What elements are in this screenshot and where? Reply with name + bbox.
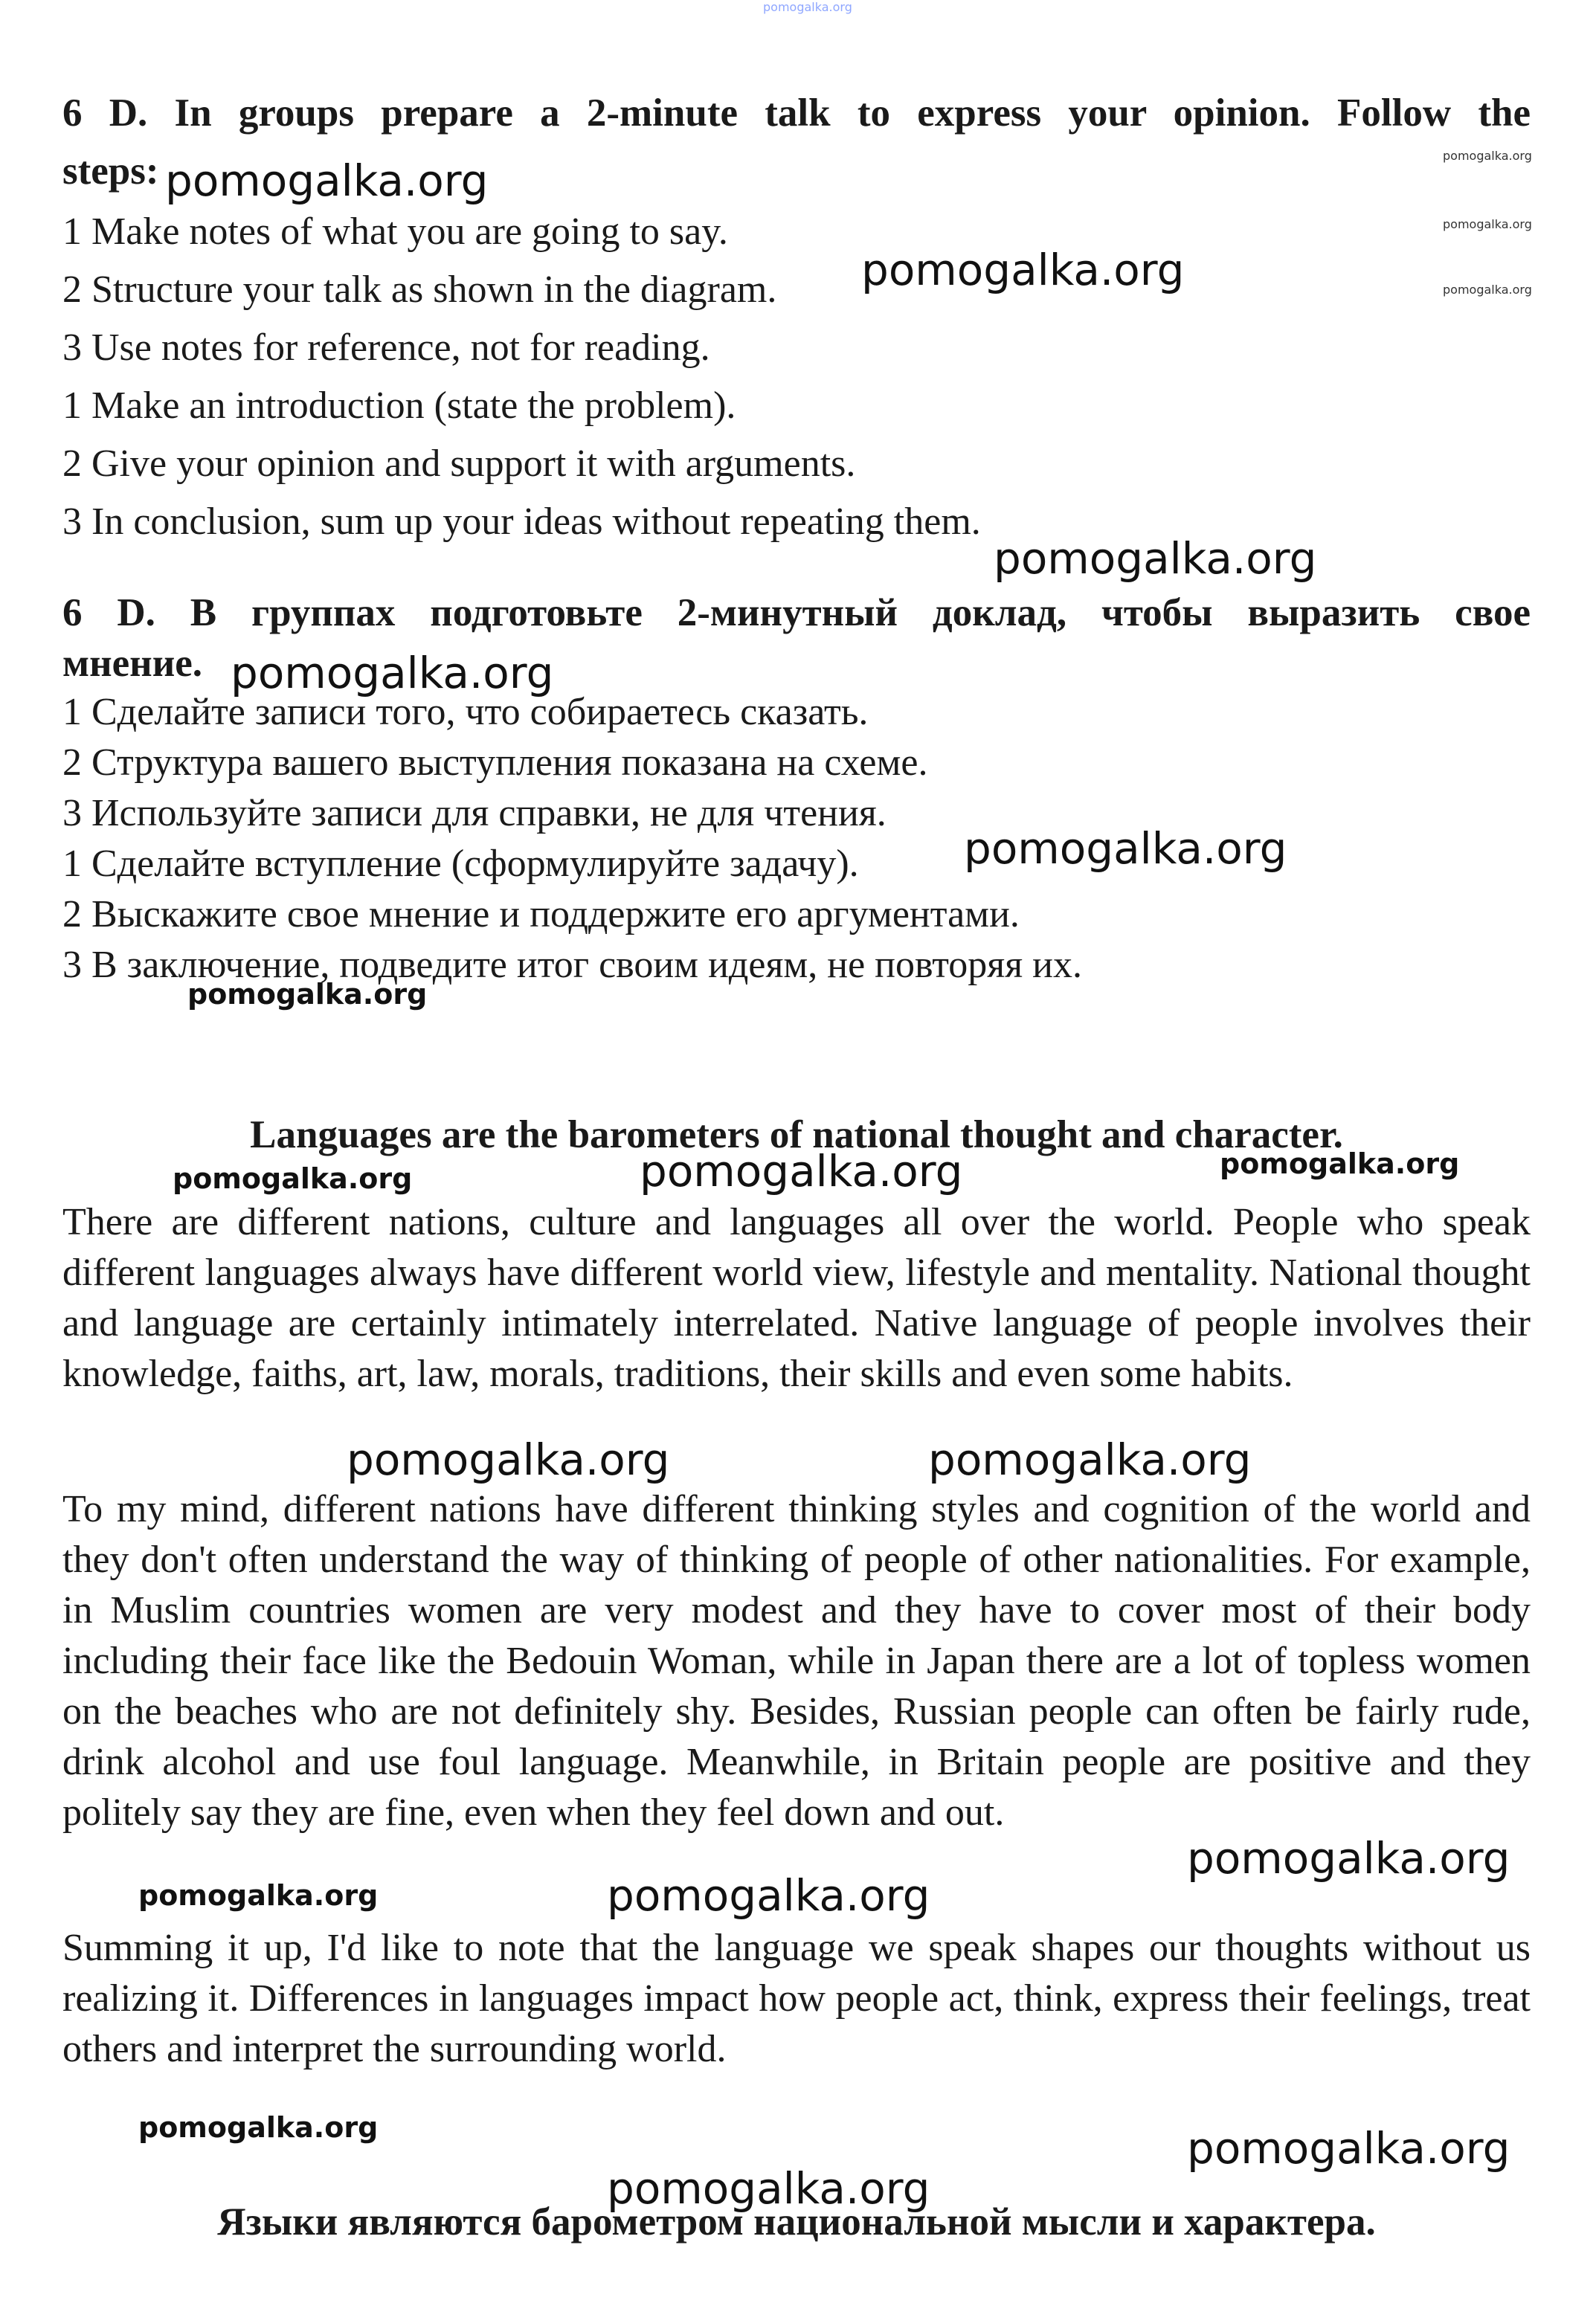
english-step-3: 3 Use notes for reference, not for reading. — [62, 326, 710, 369]
russian-step-6: 3 В заключение, подведите итог своим идеям, не повторяя их. — [62, 944, 1082, 986]
russian-step-3: 3 Используйте записи для справки, не для чтения. — [62, 792, 887, 834]
essay-paragraph-1: There are different nations, culture and languages all over the world. People who speak different languages always have different world view, lifestyle and mentality. National thought and language are certainly intimately interrelated. Native language of people involves their knowledge, faiths, art, law, morals, traditions, their skills and even some habits. — [62, 1201, 1531, 1395]
watermark: pomogalka.org — [607, 1870, 930, 1921]
essay-paragraph-3: Summing it up, I'd like to note that the language we speak shapes our thoughts without us realizing it. Differences in languages impact how people act, think, express their feelings, treat others and interpret the surrounding world. — [62, 1927, 1531, 2070]
watermark: pomogalka.org — [347, 1434, 670, 1485]
top-watermark: pomogalka.org — [763, 0, 852, 14]
essay-title: Languages are the barometers of national thought and character. — [250, 1113, 1343, 1156]
english-step-2: 2 Structure your talk as shown in the diagram. — [62, 268, 777, 311]
watermark: pomogalka.org — [138, 1879, 379, 1912]
russian-task-heading-line1: 6 D. В группах подготовьте 2-минутный доклад, чтобы выразить свое — [62, 591, 1531, 634]
watermark: pomogalka.org — [1187, 1833, 1510, 1884]
russian-step-1: 1 Сделайте записи того, что собираетесь сказать. — [62, 691, 869, 733]
watermark: pomogalka.org — [231, 648, 554, 698]
watermark: pomogalka.org — [964, 823, 1287, 874]
russian-task-heading-line2: мнение. — [62, 642, 203, 685]
essay-paragraph-2: To my mind, different nations have different thinking styles and cognition of the world and they don't often understand the way of thinking of people of other nationalities. For example, in Muslim countries women are very modest and they have to cover most of their body including their face like the Bedouin Woman, while in Japan there are a lot of topless women on the beaches who are not definitely shy. Besides, Russian people can often be fairly rude, drink alcohol and use foul language. Meanwhile, in Britain people are positive and they politely say they are fine, even when they feel down and out. — [62, 1488, 1531, 1834]
russian-step-4: 1 Сделайте вступление (сформулируйте задачу). — [62, 843, 859, 885]
english-task-heading-line2: steps: — [62, 149, 159, 193]
watermark: pomogalka.org — [1443, 283, 1532, 297]
english-task-heading-line1: 6 D. In groups prepare a 2-minute talk to express your opinion. Follow the — [62, 91, 1531, 135]
watermark: pomogalka.org — [1443, 217, 1532, 231]
watermark: pomogalka.org — [1220, 1147, 1460, 1180]
russian-step-5: 2 Выскажите свое мнение и поддержите его аргументами. — [62, 893, 1020, 935]
watermark: pomogalka.org — [994, 533, 1317, 584]
watermark: pomogalka.org — [607, 2163, 930, 2214]
english-step-6: 3 In conclusion, sum up your ideas without repeating them. — [62, 500, 981, 543]
watermark: pomogalka.org — [187, 978, 428, 1011]
watermark: pomogalka.org — [138, 2111, 379, 2144]
watermark: pomogalka.org — [173, 1162, 413, 1195]
russian-essay-title: Языки являются барометром национальной мысли и характера. — [217, 2200, 1376, 2244]
watermark: pomogalka.org — [1187, 2123, 1510, 2174]
watermark: pomogalka.org — [861, 245, 1185, 295]
watermark: pomogalka.org — [928, 1434, 1252, 1485]
english-step-1: 1 Make notes of what you are going to say. — [62, 210, 728, 253]
english-step-5: 2 Give your opinion and support it with arguments. — [62, 442, 856, 485]
watermark: pomogalka.org — [1443, 149, 1532, 163]
english-step-4: 1 Make an introduction (state the problem). — [62, 384, 736, 427]
watermark: pomogalka.org — [640, 1146, 963, 1196]
russian-step-2: 2 Структура вашего выступления показана на схеме. — [62, 741, 928, 784]
watermark: pomogalka.org — [165, 155, 489, 206]
